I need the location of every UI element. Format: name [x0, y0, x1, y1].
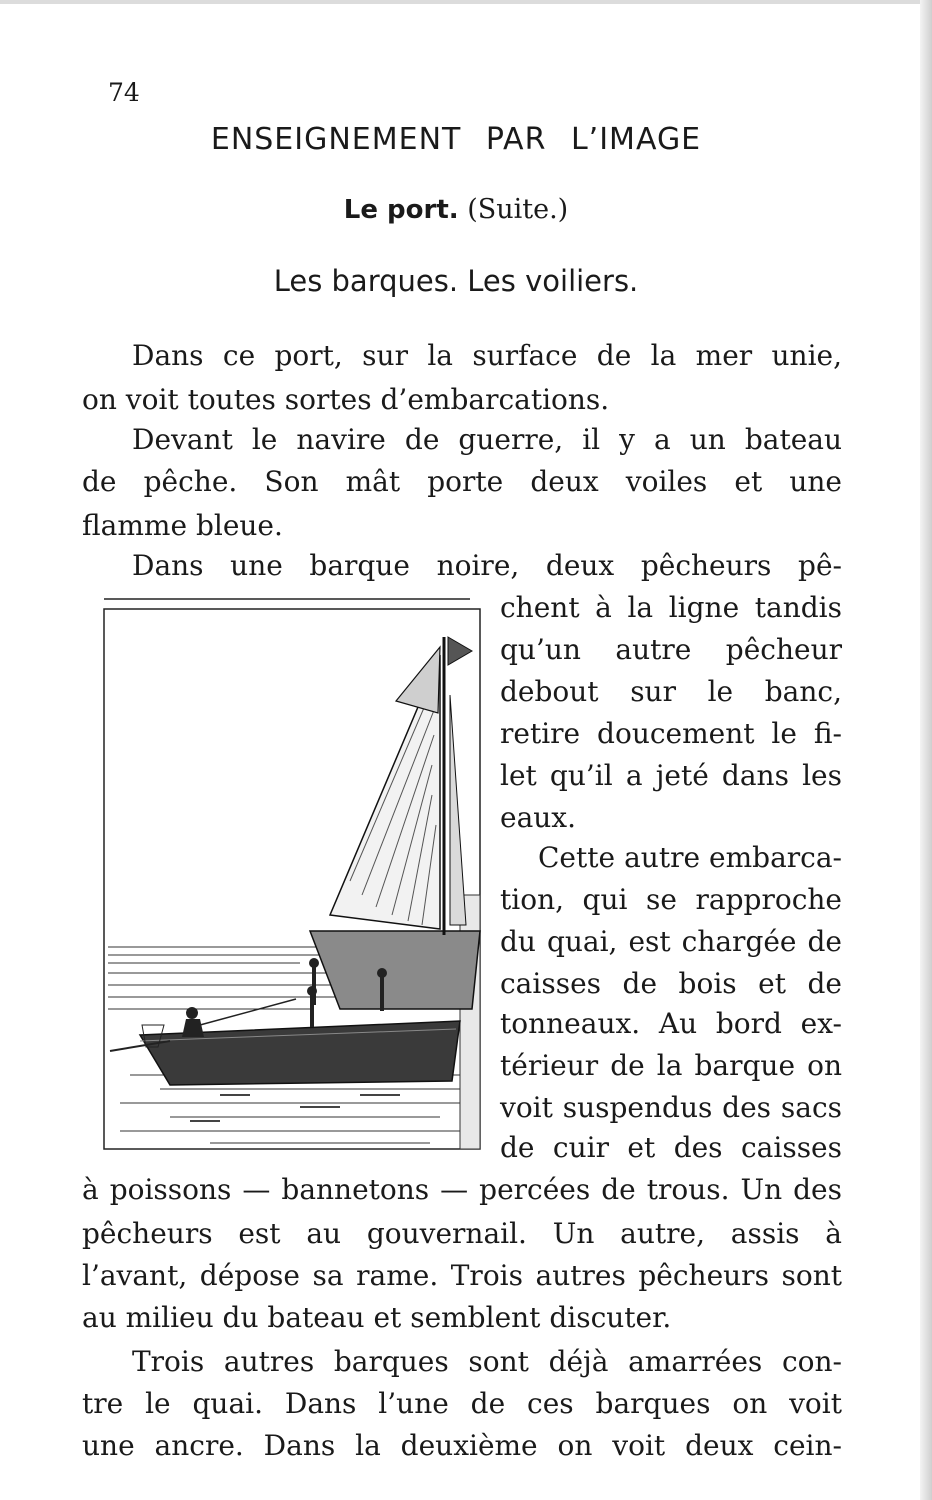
- text-line: térieur de la barque on: [500, 1049, 842, 1082]
- text-line: Trois autres barques sont déjà amarrées con-: [132, 1345, 842, 1378]
- page-top-edge: [0, 0, 932, 4]
- section-title: Les barques. Les voiliers.: [273, 264, 639, 298]
- text-line: de cuir et des caisses: [500, 1131, 842, 1164]
- text-line: l’avant, dépose sa rame. Trois autres pêcheurs sont: [82, 1259, 842, 1292]
- page-right-edge: [920, 0, 932, 1500]
- text-line: tonneaux. Au bord ex-: [500, 1007, 842, 1040]
- sailboat-illustration-icon: [100, 595, 484, 1155]
- text-line: debout sur le banc,: [500, 675, 842, 708]
- text-line: retire doucement le fi-: [500, 717, 842, 750]
- text-line: pêcheurs est au gouvernail. Un autre, assis à: [82, 1217, 842, 1250]
- text-line: de pêche. Son mât porte deux voiles et une: [82, 465, 842, 498]
- text-line: tion, qui se rapproche: [500, 883, 842, 916]
- text-line: chent à la ligne tandis: [500, 591, 842, 624]
- text-line: Devant le navire de guerre, il y a un bateau: [132, 423, 842, 456]
- text-line: eaux.: [500, 801, 576, 834]
- text-line: qu’un autre pêcheur: [500, 633, 842, 666]
- text-line: voit suspendus des sacs: [500, 1091, 842, 1124]
- page-number: 74: [108, 78, 140, 107]
- text-line: Cette autre embarca-: [538, 841, 842, 874]
- text-line: au milieu du bateau et semblent discuter.: [82, 1301, 672, 1334]
- text-line: caisses de bois et de: [500, 967, 842, 1000]
- running-header: ENSEIGNEMENT PAR L’IMAGE: [210, 122, 702, 157]
- sailboat-hull: [310, 931, 480, 1009]
- text-line: du quai, est chargée de: [500, 925, 842, 958]
- text-line: on voit toutes sortes d’embarcations.: [82, 383, 610, 416]
- text-line: let qu’il a jeté dans les: [500, 759, 842, 792]
- text-line: Dans ce port, sur la surface de la mer unie,: [132, 339, 842, 372]
- text-line: flamme bleue.: [82, 509, 283, 542]
- text-line: tre le quai. Dans l’une de ces barques on voit: [82, 1387, 842, 1420]
- lesson-title: [0, 194, 912, 225]
- text-line: à poissons — bannetons — percées de trous. Un des: [82, 1173, 842, 1206]
- text-line: Dans une barque noire, deux pêcheurs pê-: [132, 549, 842, 582]
- text-line: une ancre. Dans la deuxième on voit deux cein-: [82, 1429, 842, 1462]
- lesson-title-suite: (Suite.): [467, 194, 569, 225]
- lesson-title-bold: Le port.: [343, 195, 459, 225]
